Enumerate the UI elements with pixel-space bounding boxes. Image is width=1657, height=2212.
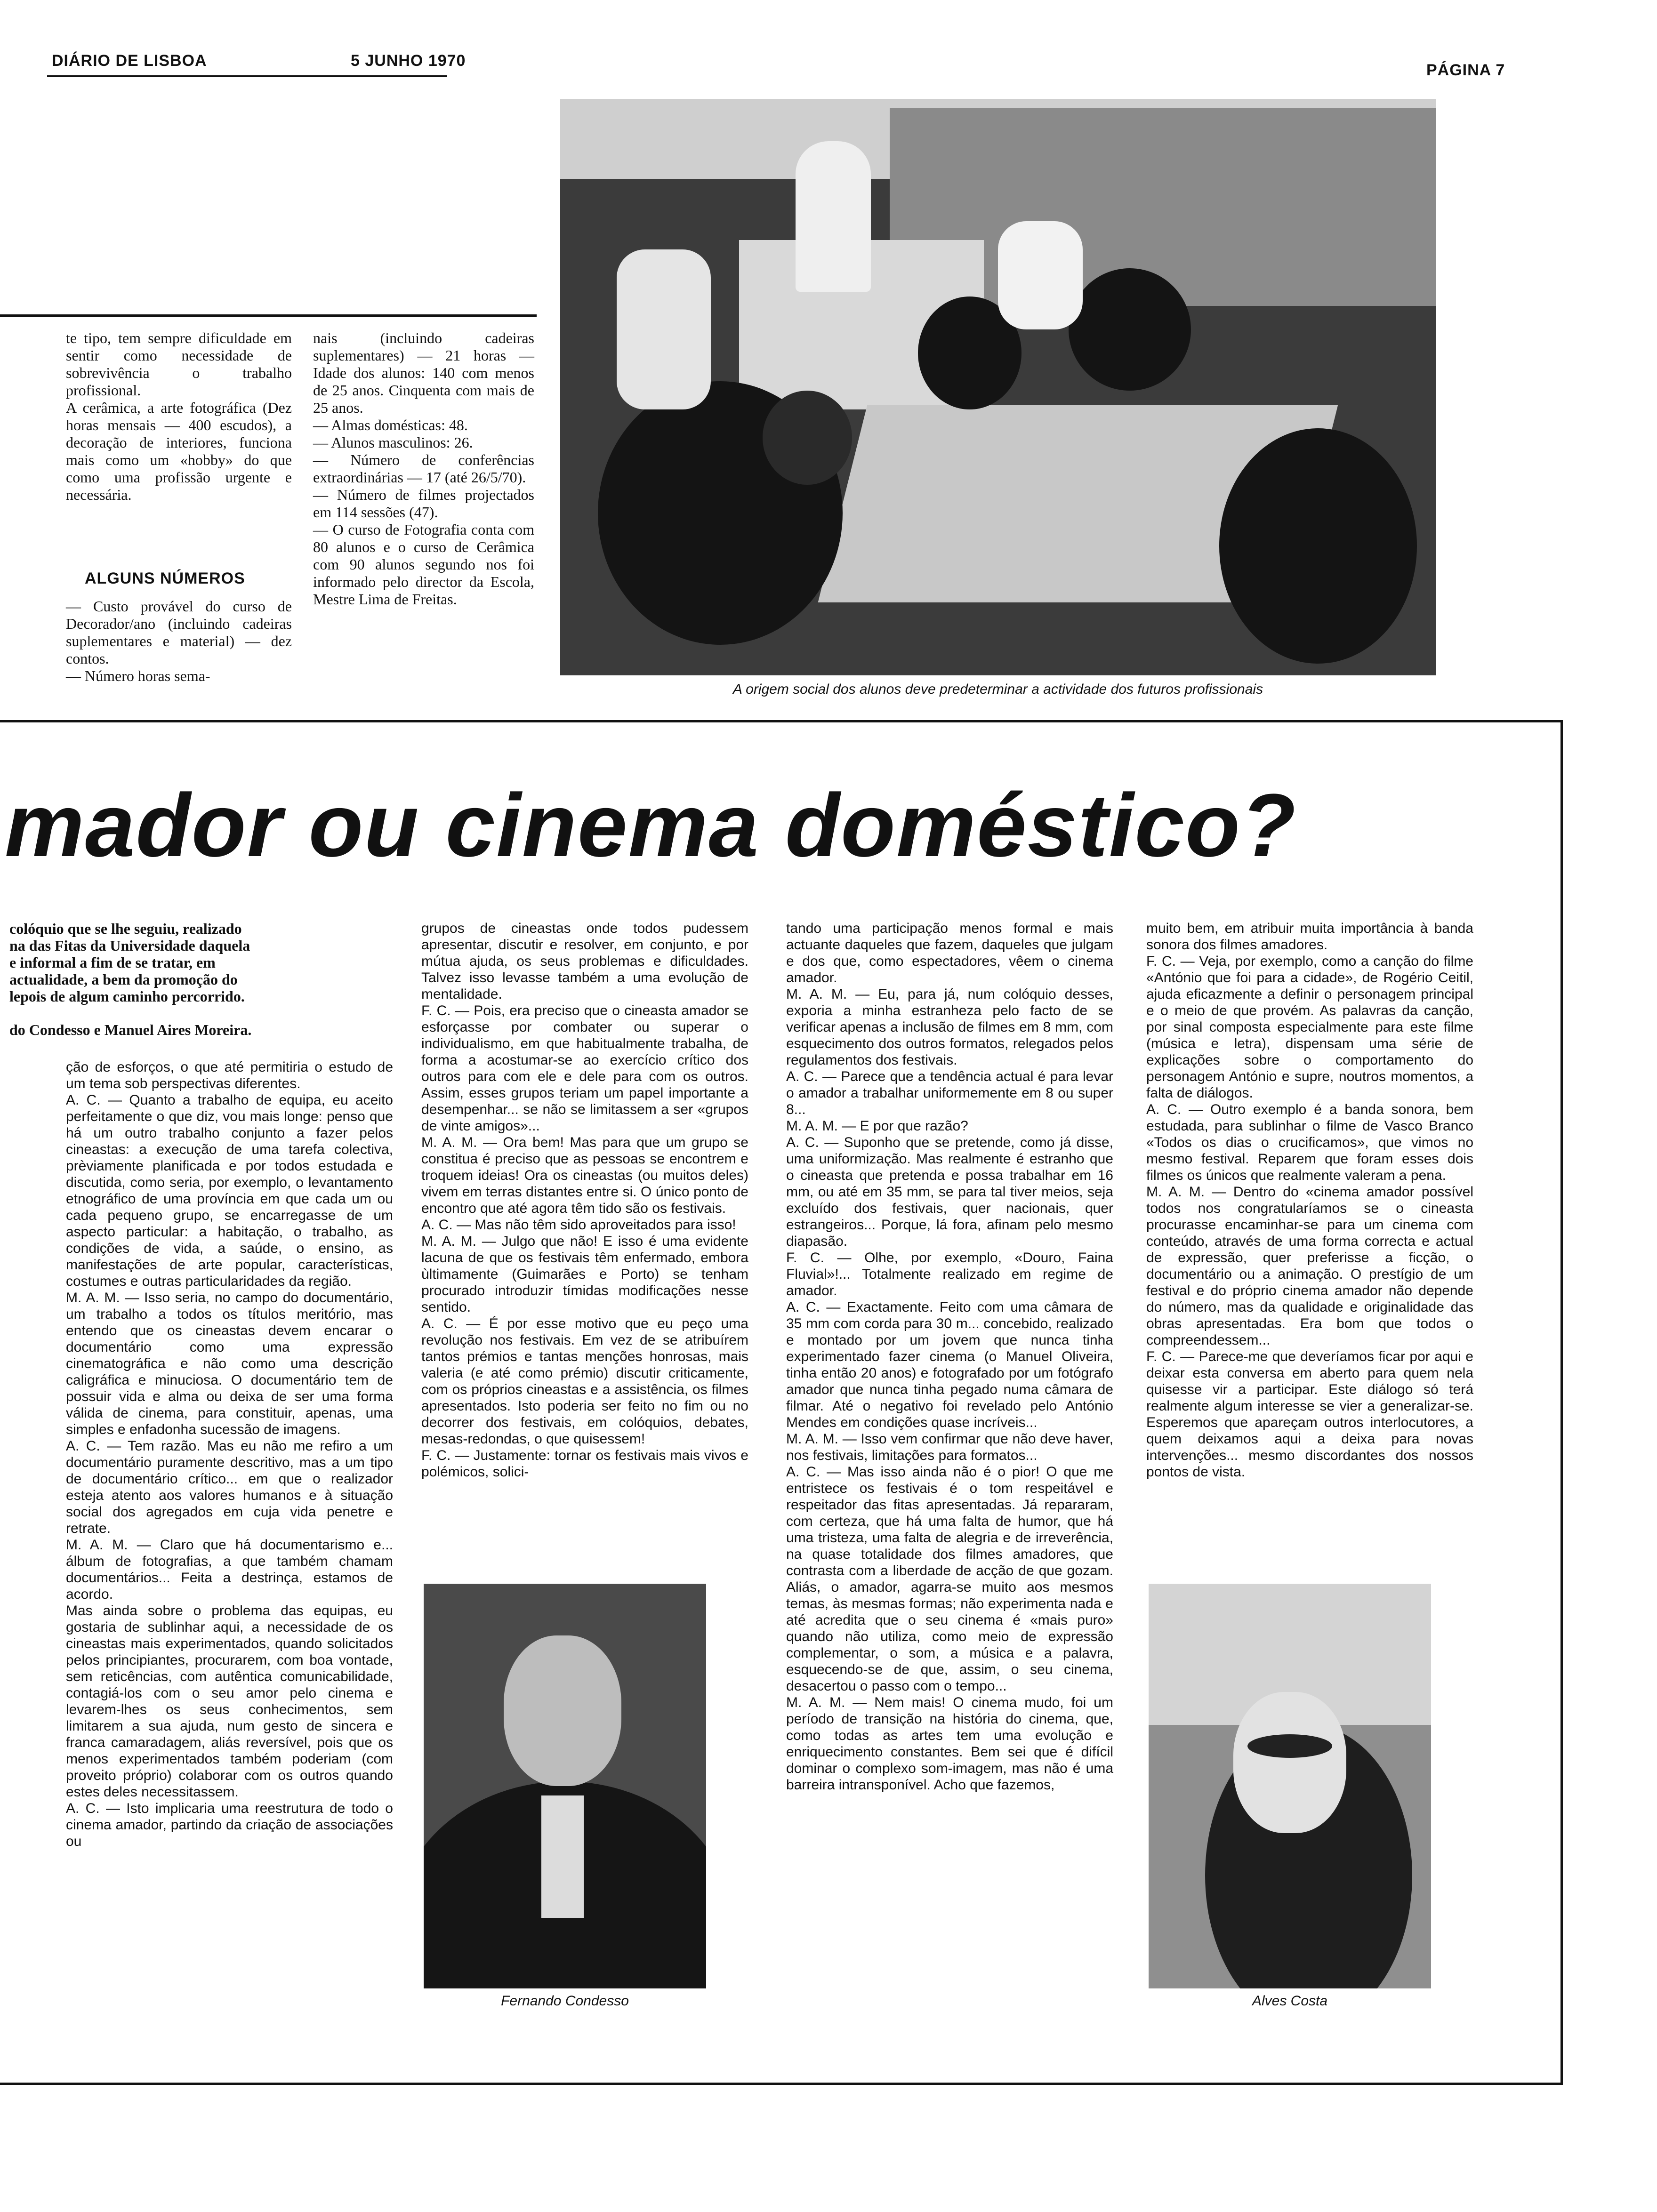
portrait-fernando-condesso	[424, 1584, 706, 1988]
article-column-3: tando uma participação menos formal e mais actuante daqueles que fazem, daqueles que julgam e dos que, como espectadores, vêem o cinema amador. M. A. M. — Eu, para já, num colóquio desses, exporia a minha estranheza pelo facto de se verificar apenas a inclusão de filmes em 8 mm, com esquecimento dos outros formatos, relegados pelos regulamentos dos festivais. A. C. — Parece que a tendência actual é para levar o amador a trabalhar uniformemente em 8 ou super 8... M. A. M. — E por que razão? A. C. — Suponho que se pretende, como já disse, uma uniformização. Mas realmente é estranho que o cineasta que pretenda e possa trabalhar em 16 mm, ou até em 35 mm, se para tal tiver meios, seja excluído dos festivais, quer nacionais, quer estrangeiros... Porque, lá fora, afinam pelo mesmo diapasão. F. C. — Olhe, por exemplo, «Douro, Faina Fluvial»!... Totalmente realizado em regime de amador. A. C. — Exactamente. Feito com uma câmara de 35 mm com corda para 30 m... concebido, realizado e montado por um jovem que nunca tinha experimentado fazer cinema (o Manuel Oliveira, tinha então 20 anos) e fotografado por um fotógrafo amador que nunca tinha pegado numa câmara de filmar. Até o negativo foi revelado pelo António Mendes em condições quase incríveis... M. A. M. — Isso vem confirmar que não deve haver, nos festivais, limitações para formatos... A. C. — Mas isso ainda não é o pior! O que me entristece os festivais é o tom respeitável e respeitador das fitas apresentadas. Já repararam, com certeza, que há uma falta de humor, que há uma tristeza, uma falta de alegria e de irreverência, na quase totalidade dos filmes amadores, que contrasta com a liberdade de acção de que gozam. Aliás, o amador, agarra-se muito aos mesmos temas, às mesmas formas; não experimenta nada e até acredita que o seu cinema é «mais puro» quando não utiliza, como meio de expressão complementar, o som, a música e a palavra, esquecendo-se de que, assim, o seu cinema, desacertou o passo com o tempo... M. A. M. — Nem mais! O cinema mudo, foi um período de transição na história do cinema, que, como todas as artes tem uma evolução e enriquecimento constantes. Bem sei que é difícil dominar o complexo som-imagem, mas não é uma barreira intransponível. Acho que fazemos,	[786, 921, 1113, 1793]
classroom-photo	[560, 99, 1436, 675]
top-article-column-2: nais (incluindo cadeiras suplementares) — 21 horas — Idade dos alunos: 140 com menos de 25 anos. Cinquenta com mais de 25 anos. — Almas domésticas: 48. — Alunos masculinos: 26. — Número de conferências extraordinárias — 17 (até 26/5/70). — Número de filmes projectados em 114 sessões (47). — O curso de Fotografia conta com 80 alunos e o curso de Cerâmica com 90 alunos segundo nos foi informado pelo director da Escola, Mestre Lima de Freitas.	[313, 329, 534, 608]
top-article-rule	[0, 314, 537, 317]
top-article-column-1b: — Custo provável do curso de Decorador/ano (incluindo cadeiras suplementares e material) — dez contos. — Número horas sema-	[66, 598, 292, 684]
portrait-fernando-condesso-caption: Fernando Condesso	[501, 1993, 629, 2009]
newspaper-name: DIÁRIO DE LISBOA	[52, 52, 207, 70]
page-number: PÁGINA 7	[1426, 61, 1505, 79]
portrait-alves-costa-caption: Alves Costa	[1252, 1993, 1328, 2009]
article-column-2: grupos de cineastas onde todos pudessem apresentar, discutir e resolver, em conjunto, e por mútua ajuda, os seus problemas e dificuldades. Talvez isso levasse também a uma evolução de mentalidade. F. C. — Pois, era preciso que o cineasta amador se esforçasse por combater ou superar o individualismo, em que habitualmente trabalha, de forma a acostumar-se ao exercício crítico dos outros para com ele e dele para com os outros. Assim, esses grupos teriam um papel importante a desempenhar... se não se limitassem a ser «grupos de vinte amigos»... M. A. M. — Ora bem! Mas para que um grupo se constitua é preciso que as pessoas se encontrem e troquem ideias! Ora os cineastas (ou muitos deles) vivem em terras distantes entre si. O único ponto de encontro que até agora têm tido são os festivais. A. C. — Mas não têm sido aproveitados para isso! M. A. M. — Julgo que não! E isso é uma evidente lacuna de que os festivais têm enfermado, embora ùltimamente (Guimarães e Porto) se tenham procurado introduzir tímidas modificações nesse sentido. A. C. — É por esse motivo que eu peço uma revolução nos festivais. Em vez de se atribuírem tantos prémios e tantas menções honrosas, mais valeria (e até como prémio) discutir criticamente, com os próprios cineastas e a assistência, os filmes apresentados. Isto poderia ser feito no fim ou no decorrer dos festivais, em colóquios, debates, mesas-redondas, o que quisessem! F. C. — Justamente: tornar os festivais mais vivos e polémicos, solici-	[421, 921, 748, 1480]
classroom-photo-caption: A origem social dos alunos deve predeterminar a actividade dos futuros profissionais	[732, 681, 1263, 697]
article-byline: do Condesso e Manuel Aires Moreira.	[9, 1021, 252, 1038]
issue-date: 5 JUNHO 1970	[351, 52, 466, 70]
main-article-bottom-rule	[0, 2083, 1563, 2085]
article-column-4: muito bem, em atribuir muita importância à banda sonora dos filmes amadores. F. C. — Veja, por exemplo, como a canção do filme «António que foi para a cidade», de Rogério Ceitil, ajuda eficazmente a definir o personagem principal e o meio de que provém. As palavras da canção, por sinal composta especialmente para este filme (música e letra), dispensam uma série de explicações sobre o comportamento do personagem António e supre, noutros momentos, a falta de diálogos. A. C. — Outro exemplo é a banda sonora, bem estudada, para sublinhar o filme de Vasco Branco «Todos os dias o crucificamos», que vimos no mesmo festival. Reparem que foram esses dois filmes os únicos que realmente valeram a pena. M. A. M. — Dentro do «cinema amador possível todos nos congratularíamos se o cineasta procurasse encaminhar-se para um cinema com conteúdo, através de uma forma correcta e actual de expressão, quer preferisse a ficção, o documentário ou a animação. O prestígio de um festival e do próprio cinema amador não depende do número, mas da qualidade e originalidade das obras apresentadas. Era bom que todos o compreendessem... F. C. — Parece-me que deveríamos ficar por aqui e deixar esta conversa em aberto para quem nela quisesse vir a participar. Este diálogo só terá realmente algum interesse se vier a generalizar-se. Esperemos que apareçam outros interlocutores, a quem deixamos aqui a deixa para novas intervenções... mesmo discordantes dos nossos pontos de vista.	[1146, 921, 1473, 1480]
top-article-column-1: te tipo, tem sempre dificuldade em sentir como necessidade de sobrevivência o trabalho profissional. A cerâmica, a arte fotográfica (Dez horas mensais — 400 escudos), a decoração de interiores, funciona mais como um «hobby» do que como uma profissão urgente e necessária.	[66, 329, 292, 503]
article-intro: colóquio que se lhe seguiu, realizado na das Fitas da Universidade daquela e informal a fim de se tratar, em actualidade, a bem da promoção do lepois de algum caminho percorrido.	[9, 920, 250, 1005]
main-article-top-rule	[0, 720, 1563, 722]
masthead-rule	[47, 75, 447, 77]
main-article-right-rule	[1560, 720, 1563, 2085]
article-headline: mador ou cinema doméstico?	[5, 776, 1297, 875]
section-subhead: ALGUNS NÚMEROS	[85, 569, 245, 587]
article-column-1: ção de esforços, o que até permitiria o estudo de um tema sob perspectivas diferentes. A. C. — Quanto a trabalho de equipa, eu aceito perfeitamente o que diz, vou mais longe: penso que há um outro trabalho conjunto a fazer pelos cineastas: a execução de uma tarefa colectiva, prèviamente planificada e por todos estudada e discutida, como seria, por exemplo, o levantamento etnográfico de uma província em que cada um ou cada pequeno grupo, se encarregasse de um aspecto particular: a habitação, o trabalho, as condições de vida, a saúde, o ensino, as manifestações de arte popular, características, costumes e outras particularidades da região. M. A. M. — Isso seria, no campo do documentário, um trabalho a todos os títulos meritório, mas entendo que os cineastas devem encarar o documentário como uma expressão cinematográfica e não como uma descrição caligráfica e minuciosa. O documentário tem de possuir vida e alma ou deixa de ser uma forma válida de cinema, para constituir, apenas, uma simples e enfadonha sucessão de imagens. A. C. — Tem razão. Mas eu não me refiro a um documentário puramente descritivo, mas a um tipo de documentário crítico... em que o realizador esteja atento aos valores humanos e à situação social dos agregados em cuja vida penetre e retrate. M. A. M. — Claro que há documentarismo e... álbum de fotografias, a que também chamam documentários... Feita a destrinça, estamos de acordo. Mas ainda sobre o problema das equipas, eu gostaria de sublinhar aqui, a necessidade de os cineastas mais experimentados, quando solicitados pelos principiantes, procurarem, com boa vontade, sem reticências, com autêntica comunicabilidade, contagiá-los com o seu amor pelo cinema e levarem-lhes os seus conhecimentos, sem limitarem a sua ajuda, num gesto de sincera e franca camaradagem, aliás reversível, pois que os menos experimentados também poderiam (com proveito próprio) colaborar com os outros quando estes deles necessitassem. A. C. — Isto implicaria uma reestrutura de todo o cinema amador, partindo da criação de associações ou	[66, 1059, 393, 1849]
portrait-alves-costa	[1149, 1584, 1431, 1988]
